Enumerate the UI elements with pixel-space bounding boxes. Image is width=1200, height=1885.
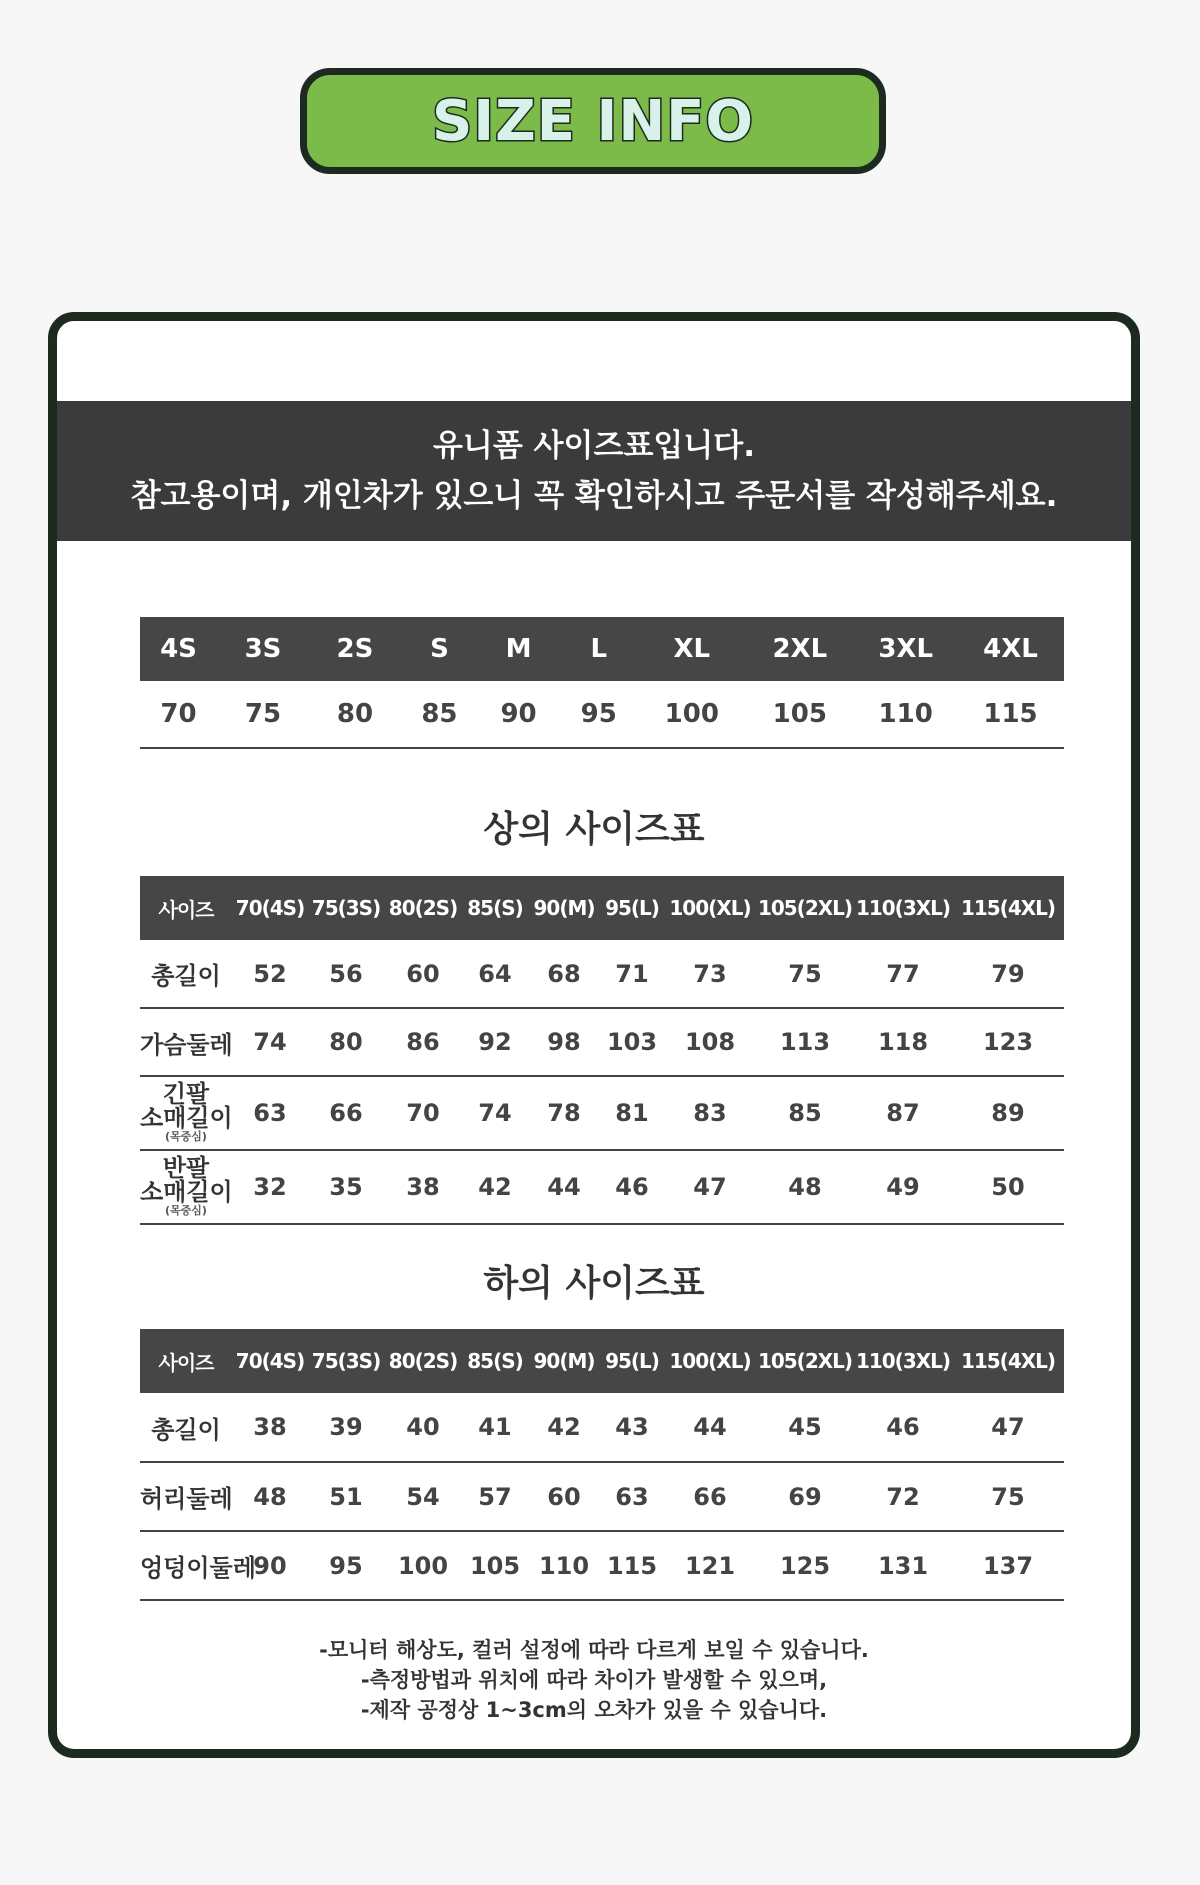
value-cell: 125: [756, 1531, 854, 1600]
size-header-cell: 2XL: [745, 617, 854, 681]
top-header-cell: 90(M): [528, 876, 600, 940]
bottom-header-cell: 사이즈: [140, 1329, 232, 1393]
value-cell: 47: [952, 1393, 1064, 1462]
top-header-cell: 110(3XL): [854, 876, 952, 940]
bottom-header-cell: 80(2S): [384, 1329, 462, 1393]
value-cell: 98: [528, 1008, 600, 1076]
value-cell: 66: [664, 1462, 756, 1531]
top-header-cell: 95(L): [600, 876, 664, 940]
banner-line-1: 유니폼 사이즈표입니다.: [432, 428, 756, 464]
value-cell: 81: [600, 1076, 664, 1150]
note-line: -모니터 해상도, 컬러 설정에 따라 다르게 보일 수 있습니다.: [319, 1638, 869, 1662]
bottom-header-cell: 105(2XL): [756, 1329, 854, 1393]
value-cell: 123: [952, 1008, 1064, 1076]
size-value-cell: 80: [309, 681, 401, 748]
value-cell: 79: [952, 940, 1064, 1008]
size-value-cell: 115: [957, 681, 1064, 748]
value-cell: 47: [664, 1150, 756, 1224]
note-line: -제작 공정상 1~3cm의 오차가 있을 수 있습니다.: [360, 1698, 828, 1722]
value-cell: 63: [232, 1076, 308, 1150]
value-cell: 39: [308, 1393, 384, 1462]
intro-banner: [57, 401, 1131, 541]
value-cell: 48: [756, 1150, 854, 1224]
row-label: 가슴둘레: [140, 1008, 232, 1076]
value-cell: 86: [384, 1008, 462, 1076]
value-cell: 57: [462, 1462, 528, 1531]
bottom-header-cell: 100(XL): [664, 1329, 756, 1393]
value-cell: 40: [384, 1393, 462, 1462]
value-cell: 115: [600, 1531, 664, 1600]
value-cell: 68: [528, 940, 600, 1008]
value-cell: 108: [664, 1008, 756, 1076]
size-header-cell: 3XL: [854, 617, 957, 681]
value-cell: 137: [952, 1531, 1064, 1600]
top-header-cell: 사이즈: [140, 876, 232, 940]
top-size-table: [140, 876, 1064, 1225]
value-cell: 49: [854, 1150, 952, 1224]
value-cell: 43: [600, 1393, 664, 1462]
bottom-header-row: [140, 1329, 1064, 1393]
banner-line-2: 참고용이며, 개인차가 있으니 꼭 확인하시고 주문서를 작성해주세요.: [130, 478, 1058, 514]
bottom-header-cell: 90(M): [528, 1329, 600, 1393]
bottom-header-cell: 70(4S): [232, 1329, 308, 1393]
size-value-cell: 110: [854, 681, 957, 748]
row-label: [140, 1076, 232, 1150]
size-info-title: SIZE INFO: [431, 88, 755, 154]
value-cell: 42: [528, 1393, 600, 1462]
value-cell: 118: [854, 1008, 952, 1076]
size-conversion-table: [140, 617, 1064, 749]
value-cell: 41: [462, 1393, 528, 1462]
value-cell: 74: [462, 1076, 528, 1150]
value-cell: 46: [600, 1150, 664, 1224]
value-cell: 95: [308, 1531, 384, 1600]
size-header-cell: S: [401, 617, 478, 681]
top-header-cell: 80(2S): [384, 876, 462, 940]
size-value-cell: 100: [638, 681, 745, 748]
top-size-title: 상의 사이즈표: [483, 809, 705, 850]
size-header-cell: 2S: [309, 617, 401, 681]
value-cell: 70: [384, 1076, 462, 1150]
value-cell: 42: [462, 1150, 528, 1224]
value-cell: 46: [854, 1393, 952, 1462]
size-header-cell: XL: [638, 617, 745, 681]
bottom-header-cell: 95(L): [600, 1329, 664, 1393]
value-cell: 44: [664, 1393, 756, 1462]
top-row-long-sleeve: [140, 1076, 1064, 1150]
top-row-chest: [140, 1008, 1064, 1076]
value-cell: 51: [308, 1462, 384, 1531]
value-cell: 60: [384, 940, 462, 1008]
value-cell: 78: [528, 1076, 600, 1150]
value-cell: 45: [756, 1393, 854, 1462]
row-label-note: (목중심): [165, 1130, 207, 1143]
value-cell: 32: [232, 1150, 308, 1224]
bottom-row-total-length: [140, 1393, 1064, 1462]
top-row-total-length: [140, 940, 1064, 1008]
top-header-cell: 85(S): [462, 876, 528, 940]
bottom-row-hip: [140, 1531, 1064, 1600]
size-info-badge: [300, 68, 886, 174]
value-cell: 77: [854, 940, 952, 1008]
value-cell: 50: [952, 1150, 1064, 1224]
value-cell: 66: [308, 1076, 384, 1150]
value-cell: 71: [600, 940, 664, 1008]
value-cell: 48: [232, 1462, 308, 1531]
row-label: 엉덩이둘레: [140, 1531, 232, 1600]
value-cell: 89: [952, 1076, 1064, 1150]
value-cell: 90: [232, 1531, 308, 1600]
value-cell: 87: [854, 1076, 952, 1150]
value-cell: 64: [462, 940, 528, 1008]
size-info-card: [48, 312, 1140, 1758]
value-cell: 110: [528, 1531, 600, 1600]
size-value-cell: 95: [559, 681, 638, 748]
row-label-line1: 긴팔: [162, 1080, 210, 1108]
value-cell: 73: [664, 940, 756, 1008]
value-cell: 85: [756, 1076, 854, 1150]
row-label: [140, 1150, 232, 1224]
value-cell: 105: [462, 1531, 528, 1600]
value-cell: 75: [756, 940, 854, 1008]
size-value-cell: 105: [745, 681, 854, 748]
value-cell: 131: [854, 1531, 952, 1600]
value-cell: 60: [528, 1462, 600, 1531]
top-header-row: [140, 876, 1064, 940]
top-header-cell: 75(3S): [308, 876, 384, 940]
value-cell: 54: [384, 1462, 462, 1531]
value-cell: 92: [462, 1008, 528, 1076]
value-cell: 83: [664, 1076, 756, 1150]
size-value-row: [140, 681, 1064, 748]
top-header-cell: 105(2XL): [756, 876, 854, 940]
value-cell: 113: [756, 1008, 854, 1076]
bottom-row-waist: [140, 1462, 1064, 1531]
value-cell: 38: [232, 1393, 308, 1462]
top-header-cell: 100(XL): [664, 876, 756, 940]
row-label-line1: 반팔: [162, 1154, 210, 1182]
size-value-cell: 90: [478, 681, 559, 748]
value-cell: 44: [528, 1150, 600, 1224]
size-header-cell: M: [478, 617, 559, 681]
bottom-header-cell: 75(3S): [308, 1329, 384, 1393]
value-cell: 69: [756, 1462, 854, 1531]
bottom-header-cell: 110(3XL): [854, 1329, 952, 1393]
row-label: 총길이: [140, 1393, 232, 1462]
bottom-size-title: 하의 사이즈표: [483, 1263, 705, 1304]
note-line: -측정방법과 위치에 따라 차이가 발생할 수 있으며,: [360, 1668, 828, 1692]
top-header-cell: 70(4S): [232, 876, 308, 940]
value-cell: 35: [308, 1150, 384, 1224]
bottom-size-table: [140, 1329, 1064, 1601]
size-header-cell: 4S: [140, 617, 217, 681]
size-header-cell: 4XL: [957, 617, 1064, 681]
row-label-line2: 소매길이: [140, 1104, 233, 1132]
size-header-cell: L: [559, 617, 638, 681]
row-label: 허리둘레: [140, 1462, 232, 1531]
disclaimer-notes: [57, 1635, 1131, 1725]
top-header-cell: 115(4XL): [952, 876, 1064, 940]
size-value-cell: 85: [401, 681, 478, 748]
value-cell: 80: [308, 1008, 384, 1076]
value-cell: 63: [600, 1462, 664, 1531]
row-label-line2: 소매길이: [140, 1178, 233, 1206]
value-cell: 74: [232, 1008, 308, 1076]
value-cell: 56: [308, 940, 384, 1008]
value-cell: 100: [384, 1531, 462, 1600]
size-value-cell: 75: [217, 681, 309, 748]
value-cell: 38: [384, 1150, 462, 1224]
size-header-row: [140, 617, 1064, 681]
value-cell: 103: [600, 1008, 664, 1076]
row-label: 총길이: [140, 940, 232, 1008]
size-header-cell: 3S: [217, 617, 309, 681]
value-cell: 52: [232, 940, 308, 1008]
bottom-header-cell: 115(4XL): [952, 1329, 1064, 1393]
value-cell: 75: [952, 1462, 1064, 1531]
row-label-note: (목중심): [165, 1204, 207, 1217]
value-cell: 121: [664, 1531, 756, 1600]
size-value-cell: 70: [140, 681, 217, 748]
value-cell: 72: [854, 1462, 952, 1531]
bottom-header-cell: 85(S): [462, 1329, 528, 1393]
top-row-short-sleeve: [140, 1150, 1064, 1224]
